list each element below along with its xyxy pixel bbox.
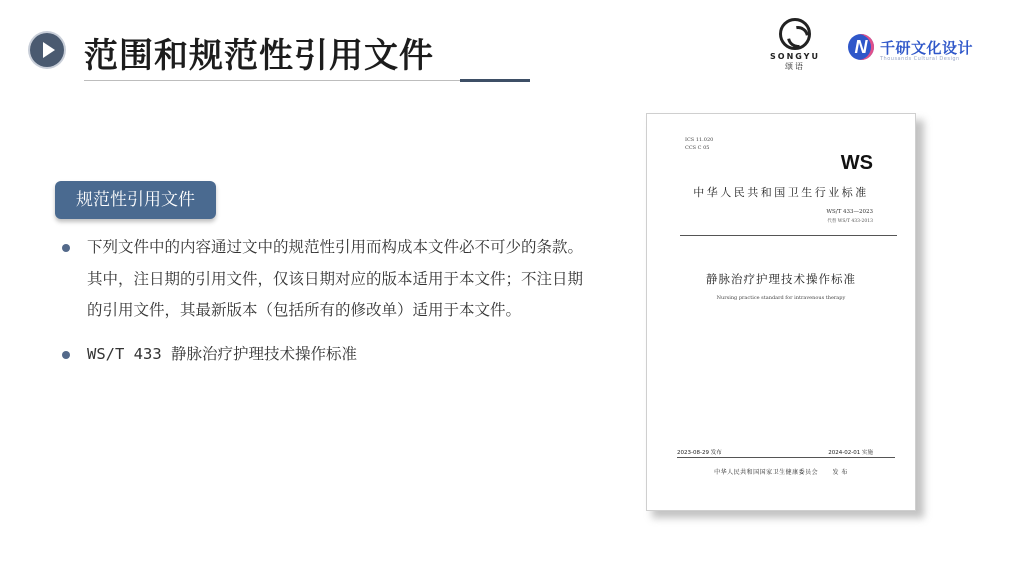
- qianyan-logo-icon: N: [848, 34, 874, 60]
- qianyan-logo-subtext: Thousands Cultural Design: [880, 56, 960, 62]
- title-underline-accent: [460, 79, 530, 82]
- songyu-logo: [760, 18, 830, 74]
- document-publish-date: 2023-08-29 发布: [677, 450, 722, 456]
- document-replaces: 代替 WS/T 433-2013: [827, 219, 873, 224]
- bullet-dot: [62, 351, 70, 359]
- bullet-item: [62, 232, 592, 327]
- document-bottom-divider: [677, 457, 895, 458]
- bullet-dot: [62, 244, 70, 252]
- document-implement-date: 2024-02-01 实施: [828, 450, 873, 456]
- page-title: 范围和规范性引用文件: [84, 36, 434, 76]
- play-icon: [30, 33, 64, 67]
- document-title-en: Nursing practice standard for intravenous therapy: [716, 295, 846, 301]
- document-ics: [685, 136, 713, 152]
- document-ws-mark: WS: [840, 152, 873, 174]
- bullet-text: WS/T 433 静脉治疗护理技术操作标准: [87, 344, 357, 363]
- document-ccs-code: CCS C 05: [685, 145, 710, 151]
- qianyan-logo-text: 千研文化设计: [880, 38, 974, 57]
- title-underline: [84, 80, 460, 81]
- document-code: WS/T 433—2023: [826, 209, 873, 215]
- bullet-list: [62, 232, 592, 370]
- bullet-item: [62, 339, 592, 371]
- document-cover: [646, 113, 916, 511]
- document-issuer-heading: 中华人民共和国卫生行业标准: [693, 186, 869, 199]
- document-divider: [680, 235, 897, 236]
- document-issuer-footer: 中华人民共和国国家卫生健康委员会 发 布: [714, 469, 848, 476]
- section-badge: 规范性引用文件: [55, 181, 216, 219]
- songyu-logo-icon: [779, 18, 811, 50]
- songyu-logo-subtext: 颂语: [785, 62, 805, 71]
- bullet-text: 下列文件中的内容通过文中的规范性引用而构成本文件必不可少的条款。其中，注日期的引用文件，仅该日期对应的版本适用于本文件；不注日期的引用文件，其最新版本（包括所有的修改单）适用于本文件。: [87, 238, 584, 319]
- qianyan-logo: [848, 34, 973, 62]
- document-title-cn: 静脉治疗护理技术操作标准: [706, 272, 856, 286]
- songyu-logo-text: SONGYU: [770, 52, 820, 61]
- document-ics-code: ICS 11.020: [685, 137, 714, 143]
